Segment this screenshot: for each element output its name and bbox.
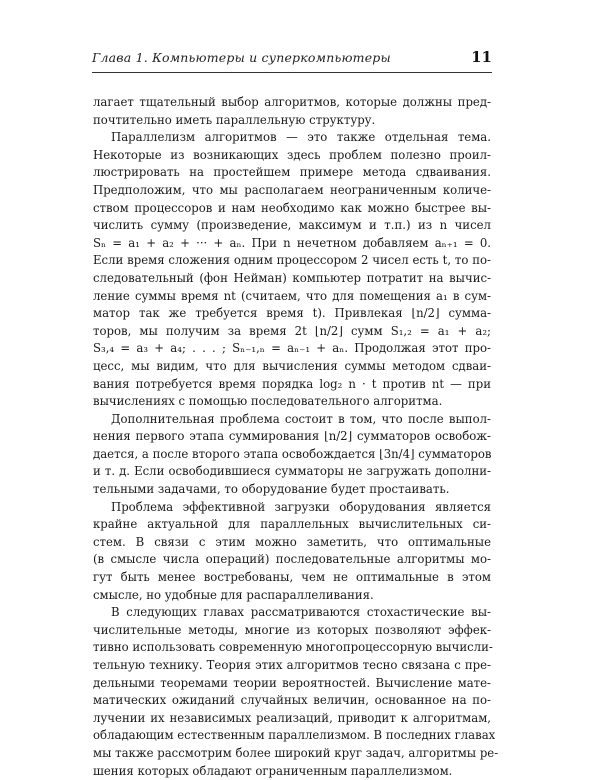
text-line: Дополнительная проблема состоит в том, что после выпол-: [111, 411, 491, 426]
text-line: нения первого этапа суммирования ⌊n/2⌋ сумматоров освобож-: [93, 429, 491, 444]
text-line: матор так же требуется время t). Привлекая ⌊n/2⌋ сумма-: [93, 306, 491, 321]
text-line: тельными задачами, то оборудование будет простаивать.: [93, 482, 450, 497]
text-line: и т. д. Если освободившиеся сумматоры не загружать дополни-: [93, 464, 491, 479]
paragraph: [93, 94, 491, 129]
body-text: [93, 94, 499, 780]
text-line: лучении их независимых реализаций, приводит к алгоритмам,: [93, 710, 491, 725]
text-line: ством процессоров и нам необходимо как можно быстрее вы-: [93, 200, 491, 215]
text-line: вания потребуется время порядка log₂ n · t против nt — при: [93, 376, 491, 391]
text-line: гут быть менее востребованы, чем не оптимальные в этом: [93, 570, 491, 585]
text-line: вычислениях с помощью последовательного алгоритма.: [93, 394, 443, 409]
text-line: стем. В связи с этим можно заметить, что оптимальные: [93, 534, 491, 549]
text-line: Если время сложения одним процессором 2 чисел есть t, то по-: [93, 253, 491, 268]
text-line: (в смысле числа операций) последовательные алгоритмы мо-: [93, 552, 491, 567]
text-line: почтительно иметь параллельную структуру.: [93, 112, 376, 127]
text-line: числить сумму (произведение, максимум и т.п.) из n чисел: [93, 218, 491, 233]
paragraph: [93, 499, 491, 605]
text-line: числительные методы, многие из которых позволяют эффек-: [93, 622, 491, 637]
text-line: люстрировать на простейшем примере метода сдваивания.: [93, 165, 491, 180]
text-line: В следующих главах рассматриваются стохастические вы-: [111, 605, 491, 620]
text-line: Проблема эффективной загрузки оборудования является: [111, 499, 491, 514]
text-line: шения которых обладают ограниченным параллелизмом.: [93, 763, 453, 778]
text-line: Sₙ = a₁ + a₂ + ··· + aₙ. При n нечетном добавляем aₙ₊₁ = 0.: [93, 235, 491, 250]
text-line: матических ожиданий случайных величин, основанное на по-: [93, 693, 491, 708]
page-number: 11: [471, 48, 492, 66]
text-line: дается, а после второго этапа освобождается ⌊3n/4⌋ сумматоров: [93, 446, 492, 461]
text-line: смысле, но удобные для распараллеливания.: [93, 587, 374, 602]
text-line: мы также рассмотрим более широкий круг задач, алгоритмы ре-: [93, 745, 499, 760]
paragraph: [93, 129, 491, 411]
text-line: Параллелизм алгоритмов — это также отдельная тема.: [111, 130, 491, 145]
text-line: S₃,₄ = a₃ + a₄; . . . ; Sₙ₋₁,ₙ = aₙ₋₁ + aₙ. Продолжая этот про-: [93, 341, 491, 356]
text-line: обладающим естественным параллелизмом. В последних главах: [93, 728, 496, 743]
text-line: тивно использовать современную многопроцессорную вычисли-: [93, 640, 493, 655]
paragraph: [93, 604, 499, 780]
chapter-title: Глава 1. Компьютеры и суперкомпьютеры: [92, 50, 391, 65]
text-line: торов, мы получим за время 2t ⌊n/2⌋ сумм S₁,₂ = a₁ + a₂;: [93, 323, 491, 338]
paragraph: [93, 411, 491, 499]
text-line: лагает тщательный выбор алгоритмов, которые должны пред-: [93, 95, 491, 109]
text-line: Предположим, что мы располагаем неограниченным количе-: [93, 182, 491, 197]
text-line: ление суммы время nt (считаем, что для помещения a₁ в сум-: [93, 288, 491, 303]
text-line: дельными теоремами теории вероятностей. Вычисление мате-: [93, 675, 491, 690]
text-line: тельную технику. Теория этих алгоритмов тесно связана с пре-: [93, 658, 491, 672]
text-line: Некоторые из возникающих здесь проблем полезно проил-: [93, 147, 491, 162]
header-rule: [92, 72, 492, 73]
text-line: следовательный (фон Нейман) компьютер потратит на вычис-: [93, 270, 491, 285]
text-line: цесс, мы видим, что для вычисления суммы методом сдваи-: [93, 358, 491, 373]
running-header: [92, 48, 492, 70]
text-line: крайне актуальной для параллельных вычислительных си-: [93, 517, 491, 532]
